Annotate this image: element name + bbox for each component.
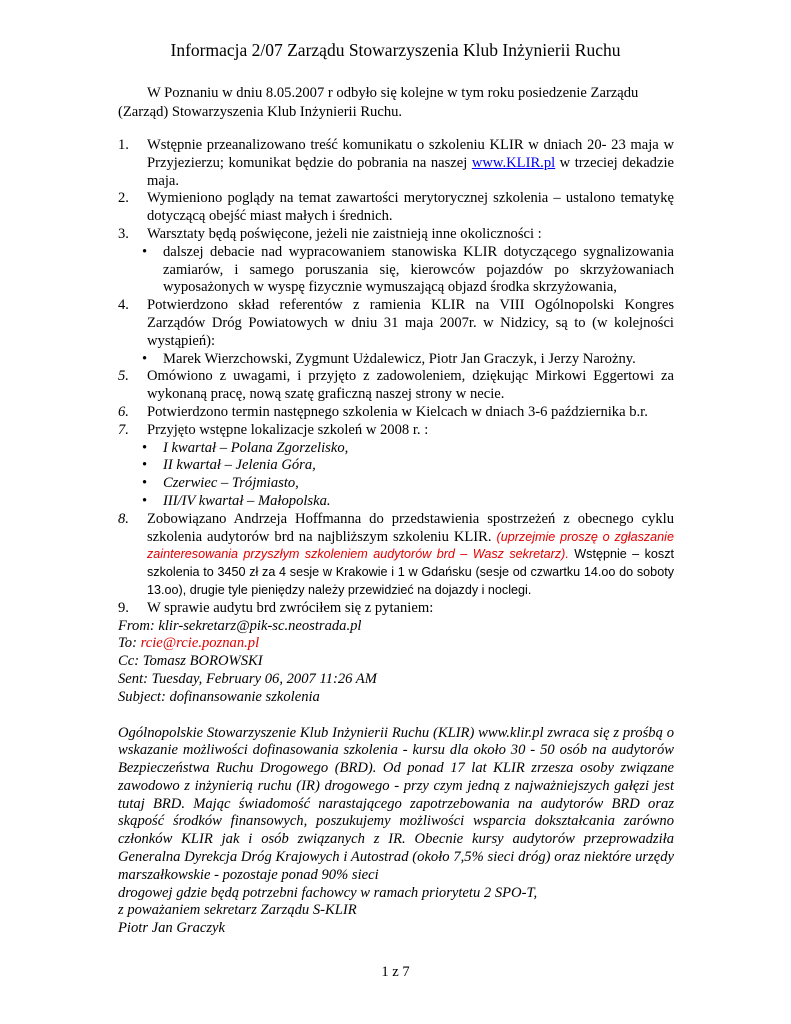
list-item-9 (118, 600, 674, 618)
item-text: Wymieniono poglądy na temat zawartości merytorycznej szkolenia – ustalono tematykę dotyczącą obejść miast małych i średnich. (147, 190, 674, 225)
email-to-label: To: (118, 635, 141, 652)
bullet-text: III/IV kwartał – Małopolska. (163, 492, 331, 509)
item-text: Warsztaty będą poświęcone, jeżeli nie zaistnieją inne okoliczności : (147, 225, 542, 242)
bullet-item (118, 244, 674, 297)
list-item-1 (118, 137, 674, 190)
email-to (118, 635, 674, 653)
email-to-address[interactable]: rcie@rcie.poznan.pl (140, 635, 260, 652)
bullet-item (118, 475, 674, 493)
bullet-icon: • (142, 475, 148, 492)
bullet-icon: • (142, 243, 148, 260)
item-number: 4. (118, 297, 129, 314)
page-number: 1 z 7 (381, 964, 410, 980)
minutes-list (118, 137, 674, 938)
item-text: Zobowiązano Andrzeja Hoffmanna do przedstawienia spostrzeżeń z obecnego cyklu szkolenia audytorów brd na najbliższym szkoleniu KLIR. (147, 510, 674, 545)
bullet-text: I kwartał – Polana Zgorzelisko, (163, 439, 349, 456)
letter-line: drogowej gdzie będą potrzebni fachowcy w ramach priorytetu 2 SPO-T, (118, 884, 538, 901)
item-number: 3. (118, 225, 129, 242)
list-item-4 (118, 297, 674, 350)
bullet-text: Czerwiec – Trójmiasto, (163, 475, 299, 492)
bullet-icon: • (142, 439, 148, 456)
bullet-icon: • (142, 457, 148, 474)
bullet-icon: • (142, 350, 148, 367)
item-text: Potwierdzono skład referentów z ramienia KLIR na VIII Ogólnopolski Kongres Zarządów Dróg Powiatowych w dniu 31 maja 2007r. w Nidzicy, są to (w kolejności wystąpień): (147, 297, 674, 349)
item-text: Omówiono z uwagami, i przyjęto z zadowoleniem, dziękując Mirkowi Eggertowi za wykonaną pracę, nową szatę graficzną naszej strony w necie. (147, 368, 674, 403)
bullet-item (118, 457, 674, 475)
list-item-6 (118, 404, 674, 422)
email-header (118, 618, 674, 707)
list-item-7 (118, 422, 674, 440)
klir-website-link[interactable]: www.KLIR.pl (471, 154, 556, 171)
item-text: Wstępnie przeanalizowano treść komunikatu o szkoleniu KLIR w dniach 20- 23 maja w Przyjezierzu; komunikat będzie do pobrania na naszej (147, 137, 674, 171)
item-number: 5. (118, 368, 129, 385)
letter-body (118, 725, 674, 939)
item-text: Potwierdzono termin następnego szkolenia w Kielcach w dniach 3-6 października b.r. (147, 403, 648, 420)
bullet-item (118, 351, 674, 369)
letter-paragraph: Ogólnopolskie Stowarzyszenie Klub Inżynierii Ruchu (KLIR) www.klir.pl zwraca się z prośbą o wskazanie możliwości dofinasowania szkolenia - kursu dla około 30 - 50 osób na audytorów Bezpieczeństwa Ruchu Drogowego (BRD). Od ponad 17 lat KLIR zrzesza osoby związane zawodowo z inżynierią ruchu (IR) drogowego - przy czym jedną z najważniejszych gałęzi jest tutaj BRD. Mając świadomość narastającego zapotrzebowania na audytorów BRD oraz skąpość środków finansowych, poszukujemy możliwości wsparcia dokształcania zarówno członków KLIR jak i osób związanych z IR. Obecnie kursy audytorów przeprowadziła Generalna Dyrekcja Dróg Krajowych i Autostrad (około 7,5% sieci dróg) oraz niektóre urzędy marszałkowskie - pozostaje ponad 90% sieci (118, 724, 674, 883)
list-item-8 (118, 511, 674, 600)
cost-note: Wstępnie – koszt szkolenia to 3450 zł za 4 sesje w Krakowie i 1 w Gdańsku (sesje od czwartku 14.oo do soboty 13.oo), drugie tyle pieniędzy należy przewidzieć na dojazdy i noclegi. (147, 547, 674, 597)
list-item-2 (118, 190, 674, 226)
item-text-continued: w trzeciej dekadzie maja. (147, 154, 674, 189)
bullet-item (118, 493, 674, 511)
item-text: Przyjęto wstępne lokalizacje szkoleń w 2008 r. : (147, 421, 429, 438)
list-item-3 (118, 226, 674, 244)
item-number: 2. (118, 190, 129, 207)
bullet-text: II kwartał – Jelenia Góra, (163, 457, 316, 474)
page-title: Informacja 2/07 Zarządu Stowarzyszenia Klub Inżynierii Ruchu (170, 40, 621, 60)
item-number: 8. (118, 510, 129, 527)
email-cc: Cc: Tomasz BOROWSKI (118, 653, 263, 670)
bullet-item (118, 440, 674, 458)
item-number: 7. (118, 421, 129, 438)
email-subject: Subject: dofinansowanie szkolenia (118, 688, 320, 705)
item-number: 9. (118, 599, 129, 616)
intro-line-1: W Poznaniu w dniu 8.05.2007 r odbyło się kolejne w tym roku posiedzenie Zarządu (147, 85, 639, 101)
list-item-5 (118, 368, 674, 404)
letter-signature: Piotr Jan Graczyk (118, 920, 225, 937)
secretary-note: (uprzejmie proszę o zgłaszanie zainteresowania przyszłym szkoleniem audytorów brd – Wasz sekretarz). (147, 529, 674, 562)
email-sent: Sent: Tuesday, February 06, 2007 11:26 AM (118, 670, 377, 687)
letter-closing: z poważaniem sekretarz Zarządu S-KLIR (118, 902, 357, 919)
email-from: From: klir-sekretarz@pik-sc.neostrada.pl (118, 617, 362, 634)
item-number: 1. (118, 137, 129, 153)
item-number: 6. (118, 403, 129, 420)
bullet-icon: • (142, 492, 148, 509)
intro-line-2: (Zarząd) Stowarzyszenia Klub Inżynierii Ruchu. (118, 103, 403, 120)
bullet-text: Marek Wierzchowski, Zygmunt Użdalewicz, Piotr Jan Graczyk, i Jerzy Narożny. (163, 350, 636, 367)
bullet-text: dalszej debacie nad wypracowaniem stanowiska KLIR dotyczącego sygnalizowania zamiarów, i samego poruszania się, kierowców pojazdów po skrzyżowaniach wyposażonych w wyspę fizycznie wymuszającą objazd środka skrzyżowania, (163, 243, 674, 296)
intro-paragraph (118, 84, 674, 121)
item-text: W sprawie audytu brd zwróciłem się z pytaniem: (147, 599, 434, 616)
